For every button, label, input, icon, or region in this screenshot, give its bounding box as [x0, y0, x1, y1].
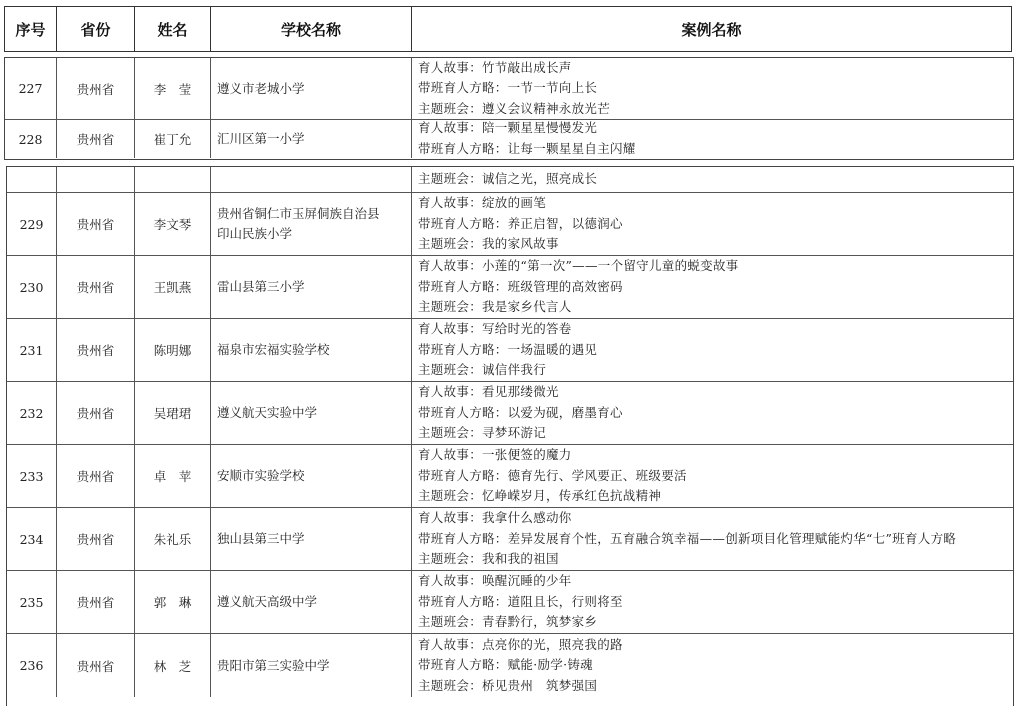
- cell-num-text: 230: [19, 279, 44, 295]
- case-line: 育人故事：竹节敲出成长声: [418, 59, 572, 75]
- cell-school: [211, 167, 412, 192]
- cell-num: [7, 634, 57, 697]
- cell-school: [211, 445, 412, 507]
- cell-school: [211, 382, 412, 444]
- cell-name: [135, 167, 211, 192]
- cell-school: [211, 571, 412, 633]
- table-row: [5, 58, 1013, 120]
- cell-name-text: 吴珺珺: [153, 406, 192, 421]
- cell-name: [135, 120, 211, 158]
- cell-school-text: 雷山县第三小学: [217, 279, 305, 294]
- cell-name-text: 李文琴: [153, 217, 192, 232]
- cell-province: [57, 571, 135, 633]
- case-line: 育人故事：唤醒沉睡的少年: [418, 573, 572, 589]
- case-line: 带班育人方略：班级管理的高效密码: [418, 278, 623, 294]
- header-school: 学校名称: [211, 7, 412, 51]
- case-line: 主题班会：遵义会议精神永放光芒: [418, 100, 611, 116]
- cell-name: [135, 382, 211, 444]
- table-row: [7, 382, 1013, 445]
- cell-name-text: 李 莹: [153, 81, 192, 97]
- cell-num-text: 227: [18, 81, 43, 96]
- cell-school-text: 独山县第三中学: [217, 531, 305, 546]
- cell-num: [7, 571, 57, 633]
- cell-case: [412, 634, 1013, 697]
- cell-school-text: 遵义市老城小学: [217, 80, 305, 96]
- case-line: 带班育人方略：以爱为砚，磨墨育心: [418, 404, 623, 420]
- cell-province: [57, 120, 135, 158]
- cell-province-text: 贵州省: [76, 217, 115, 232]
- case-line: 育人故事：小莲的“第一次”——一个留守儿童的蜕变故事: [418, 258, 739, 274]
- case-line: 育人故事：点亮你的光，照亮我的路: [418, 636, 623, 652]
- cell-case: [412, 58, 1013, 119]
- table-row: [7, 445, 1013, 508]
- cell-num: [5, 120, 57, 158]
- cell-name: [135, 571, 211, 633]
- cell-case: [412, 256, 1013, 318]
- header-num: 序号: [5, 7, 57, 51]
- cell-school-text: 贵州省铜仁市玉屏侗族自治县 印山民族小学: [217, 206, 380, 241]
- cell-case: [412, 193, 1013, 255]
- case-line: 育人故事：绽放的画笔: [418, 195, 547, 211]
- case-line: 带班育人方略：道阻且长，行则将至: [418, 593, 623, 609]
- case-line: 主题班会：我和我的祖国: [418, 551, 559, 567]
- case-line: 育人故事：看见那缕微光: [418, 384, 559, 400]
- cell-province-text: 贵州省: [76, 532, 115, 547]
- case-line: 育人故事：陪一颗星星慢慢发光: [418, 120, 598, 136]
- case-line: 主题班会：寻梦环游记: [418, 425, 547, 441]
- cell-province-text: 贵州省: [76, 658, 115, 674]
- table-row: [7, 634, 1013, 697]
- cell-province-text: 贵州省: [76, 81, 115, 97]
- table-row: [7, 319, 1013, 382]
- cell-school: [211, 256, 412, 318]
- cell-case: [412, 445, 1013, 507]
- cell-name-text: 陈明娜: [153, 343, 192, 358]
- cell-name-text: 崔丁允: [153, 132, 192, 147]
- cell-school: [211, 193, 412, 255]
- cell-num: [7, 193, 57, 255]
- cell-case: [412, 571, 1013, 633]
- table-row: [7, 256, 1013, 319]
- cell-name-text: 王凯燕: [153, 280, 192, 295]
- cell-province-text: 贵州省: [76, 406, 115, 421]
- table-row: [7, 571, 1013, 634]
- case-line: 带班育人方略：一场温暖的遇见: [418, 341, 598, 357]
- case-line: 主题班会：我的家风故事: [418, 236, 559, 252]
- cell-num-text: 232: [19, 405, 44, 421]
- cell-name: [135, 445, 211, 507]
- cell-num: [7, 382, 57, 444]
- cell-case: [412, 319, 1013, 381]
- case-line: 带班育人方略：差异发展育个性，五育融合筑幸福——创新项目化管理赋能灼华“七”班育人方略: [418, 530, 957, 546]
- cell-school-text: 遵义航天实验中学: [217, 405, 318, 420]
- cell-province: [57, 167, 135, 192]
- cell-school: [211, 120, 412, 158]
- cell-province: [57, 193, 135, 255]
- table-header: [4, 6, 1012, 52]
- header-name: 姓名: [135, 7, 211, 51]
- cell-case: [412, 120, 1013, 158]
- case-line: 育人故事：写给时光的答卷: [418, 321, 572, 337]
- cell-name-text: 林 芝: [153, 658, 192, 674]
- cell-num-text: 231: [19, 342, 44, 358]
- case-line: 带班育人方略：养正启智，以德润心: [418, 215, 623, 231]
- cell-name-text: 卓 苹: [153, 469, 192, 484]
- cell-num: [7, 167, 57, 192]
- cell-province-text: 贵州省: [76, 132, 115, 147]
- cell-name: [135, 319, 211, 381]
- cell-province: [57, 58, 135, 119]
- table-block-main: [6, 166, 1014, 706]
- table-row: [7, 508, 1013, 571]
- case-line: 带班育人方略：一节一节向上长: [418, 80, 598, 96]
- cell-province: [57, 508, 135, 570]
- cell-num: [7, 256, 57, 318]
- cell-name-text: 朱礼乐: [153, 532, 192, 547]
- case-line: 主题班会：青春黔行，筑梦家乡: [418, 614, 598, 630]
- cell-name: [135, 58, 211, 119]
- case-line: 主题班会：诚信伴我行: [418, 362, 547, 378]
- header-case: 案例名称: [681, 20, 742, 39]
- cell-school-text: 贵阳市第三实验中学: [217, 657, 330, 673]
- cell-province: [57, 382, 135, 444]
- cell-num-text: 233: [19, 468, 44, 484]
- cell-school: [211, 508, 412, 570]
- cell-name: [135, 256, 211, 318]
- cell-num-text: 235: [19, 594, 44, 610]
- cell-case: [412, 382, 1013, 444]
- cell-province-text: 贵州省: [76, 595, 115, 610]
- cell-school: [211, 319, 412, 381]
- cell-school-text: 福泉市宏福实验学校: [217, 342, 330, 357]
- case-line: 主题班会：桥见贵州 筑梦强国: [418, 677, 598, 693]
- cell-school-text: 安顺市实验学校: [217, 468, 305, 483]
- table-row: [7, 167, 1013, 193]
- cell-name-text: 郭 琳: [153, 595, 192, 610]
- cell-province-text: 贵州省: [76, 343, 115, 358]
- case-line: 带班育人方略：赋能·励学·铸魂: [418, 657, 593, 673]
- cell-num: [5, 58, 57, 119]
- table-block-top: [4, 57, 1014, 160]
- cell-num-text: 228: [18, 131, 43, 147]
- cell-num: [7, 445, 57, 507]
- case-line: 带班育人方略：让每一颗星星自主闪耀: [418, 141, 636, 156]
- table-row: [5, 120, 1013, 158]
- cell-num-text: 236: [19, 658, 44, 673]
- cell-province: [57, 634, 135, 697]
- cell-province: [57, 256, 135, 318]
- cell-num-text: 229: [19, 216, 44, 232]
- cell-name: [135, 508, 211, 570]
- cell-num-text: 234: [19, 531, 44, 547]
- case-line: 主题班会：忆峥嵘岁月，传承红色抗战精神: [418, 488, 662, 504]
- cell-school: [211, 58, 412, 119]
- cell-province-text: 贵州省: [76, 469, 115, 484]
- cell-num: [7, 508, 57, 570]
- cell-school-text: 汇川区第一小学: [217, 131, 305, 146]
- cell-province-text: 贵州省: [76, 280, 115, 295]
- case-line: 主题班会：诚信之光，照亮成长: [418, 171, 598, 187]
- cell-province: [57, 445, 135, 507]
- cell-province: [57, 319, 135, 381]
- cell-school: [211, 634, 412, 697]
- case-line: 育人故事：我拿什么感动你: [418, 510, 572, 526]
- case-line: 主题班会：我是家乡代言人: [418, 299, 572, 315]
- case-line: 带班育人方略：德育先行、学风要正、班级要活: [418, 467, 687, 483]
- cell-school-text: 遵义航天高级中学: [217, 594, 318, 609]
- cell-case: [412, 167, 1013, 192]
- table-row: [7, 193, 1013, 256]
- case-line: 育人故事：一张便签的魔力: [418, 447, 572, 463]
- cell-name: [135, 193, 211, 255]
- cell-name: [135, 634, 211, 697]
- cell-num: [7, 319, 57, 381]
- cell-case: [412, 508, 1013, 570]
- header-province: 省份: [57, 7, 135, 51]
